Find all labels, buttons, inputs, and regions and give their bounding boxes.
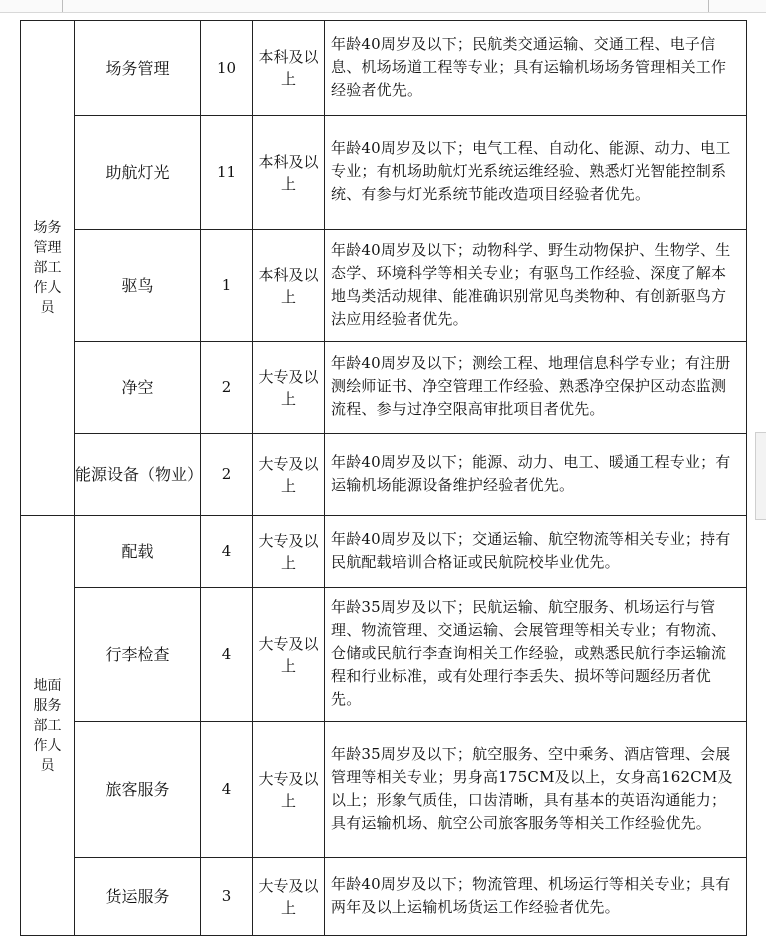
requirements-cell: 年龄35周岁及以下；航空服务、空中乘务、酒店管理、会展管理等相关专业；男身高175CM及以上，女身高162CM及以上；形象气质佳，口齿清晰，具有基本的英语沟通能力；具有运输机场、航空公司旅客服务等相关工作经验优先。: [325, 722, 747, 858]
education-cell: 大专及以上: [253, 342, 325, 434]
position-cell: 净空: [75, 342, 201, 434]
position-cell: 助航灯光: [75, 116, 201, 230]
position-cell: 能源设备（物业）: [75, 434, 201, 516]
position-cell: 配载: [75, 516, 201, 588]
table-row: [21, 858, 747, 936]
requirements-cell: 年龄40周岁及以下；动物科学、野生动物保护、生物学、生态学、环境科学等相关专业；有驱鸟工作经验、深度了解本地鸟类活动规律、能准确识别常见鸟类物种、有创新驱鸟方法应用经验者优先。: [325, 230, 747, 342]
table-row: [21, 230, 747, 342]
headcount-cell: 3: [201, 858, 253, 936]
education-cell: 大专及以上: [253, 588, 325, 722]
education-cell: 大专及以上: [253, 858, 325, 936]
table-row: [21, 516, 747, 588]
requirements-cell: 年龄40周岁及以下；物流管理、机场运行等相关专业；具有两年及以上运输机场货运工作经验者优先。: [325, 858, 747, 936]
margin-marker: [62, 0, 63, 12]
headcount-cell: 10: [201, 21, 253, 116]
headcount-cell: 4: [201, 516, 253, 588]
requirements-cell: 年龄40周岁及以下；测绘工程、地理信息科学专业；有注册测绘师证书、净空管理工作经验、熟悉净空保护区动态监测流程、参与过净空限高审批项目者优先。: [325, 342, 747, 434]
position-cell: 行李检查: [75, 588, 201, 722]
table-row: [21, 342, 747, 434]
table-row: [21, 21, 747, 116]
table-row: [21, 722, 747, 858]
position-cell: 场务管理: [75, 21, 201, 116]
department-cell: [21, 516, 75, 936]
department-label: 地面服务部工作人员: [33, 677, 62, 774]
requirements-cell: 年龄40周岁及以下；电气工程、自动化、能源、动力、电工专业；有机场助航灯光系统运维经验、熟悉灯光智能控制系统、有参与灯光系统节能改造项目经验者优先。: [325, 116, 747, 230]
position-cell: 货运服务: [75, 858, 201, 936]
table-row: [21, 588, 747, 722]
headcount-cell: 4: [201, 722, 253, 858]
headcount-cell: 2: [201, 342, 253, 434]
department-label: 场务管理部工作人员: [33, 220, 62, 316]
position-cell: 驱鸟: [75, 230, 201, 342]
department-cell: [21, 21, 75, 516]
recruitment-table: [20, 20, 747, 936]
education-cell: 本科及以上: [253, 230, 325, 342]
table-row: [21, 434, 747, 516]
education-cell: 大专及以上: [253, 434, 325, 516]
headcount-cell: 2: [201, 434, 253, 516]
requirements-cell: 年龄35周岁及以下；民航运输、航空服务、机场运行与管理、物流管理、交通运输、会展管理等相关专业；有物流、仓储或民航行李查询相关工作经验，或熟悉民航行李运输流程和行业标准，或有处理行李丢失、损坏等问题经历者优先。: [325, 588, 747, 722]
education-cell: 本科及以上: [253, 116, 325, 230]
requirements-cell: 年龄40周岁及以下；交通运输、航空物流等相关专业；持有民航配载培训合格证或民航院校毕业优先。: [325, 516, 747, 588]
ruler-strip: [0, 0, 766, 13]
table-row: [21, 116, 747, 230]
headcount-cell: 4: [201, 588, 253, 722]
requirements-cell: 年龄40周岁及以下；民航类交通运输、交通工程、电子信息、机场场道工程等专业；具有运输机场场务管理相关工作经验者优先。: [325, 21, 747, 116]
margin-marker: [708, 0, 709, 12]
education-cell: 本科及以上: [253, 21, 325, 116]
headcount-cell: 11: [201, 116, 253, 230]
education-cell: 大专及以上: [253, 516, 325, 588]
position-cell: 旅客服务: [75, 722, 201, 858]
requirements-cell: 年龄40周岁及以下；能源、动力、电工、暖通工程专业；有运输机场能源设备维护经验者优先。: [325, 434, 747, 516]
scroll-handle[interactable]: [755, 432, 766, 520]
education-cell: 大专及以上: [253, 722, 325, 858]
headcount-cell: 1: [201, 230, 253, 342]
